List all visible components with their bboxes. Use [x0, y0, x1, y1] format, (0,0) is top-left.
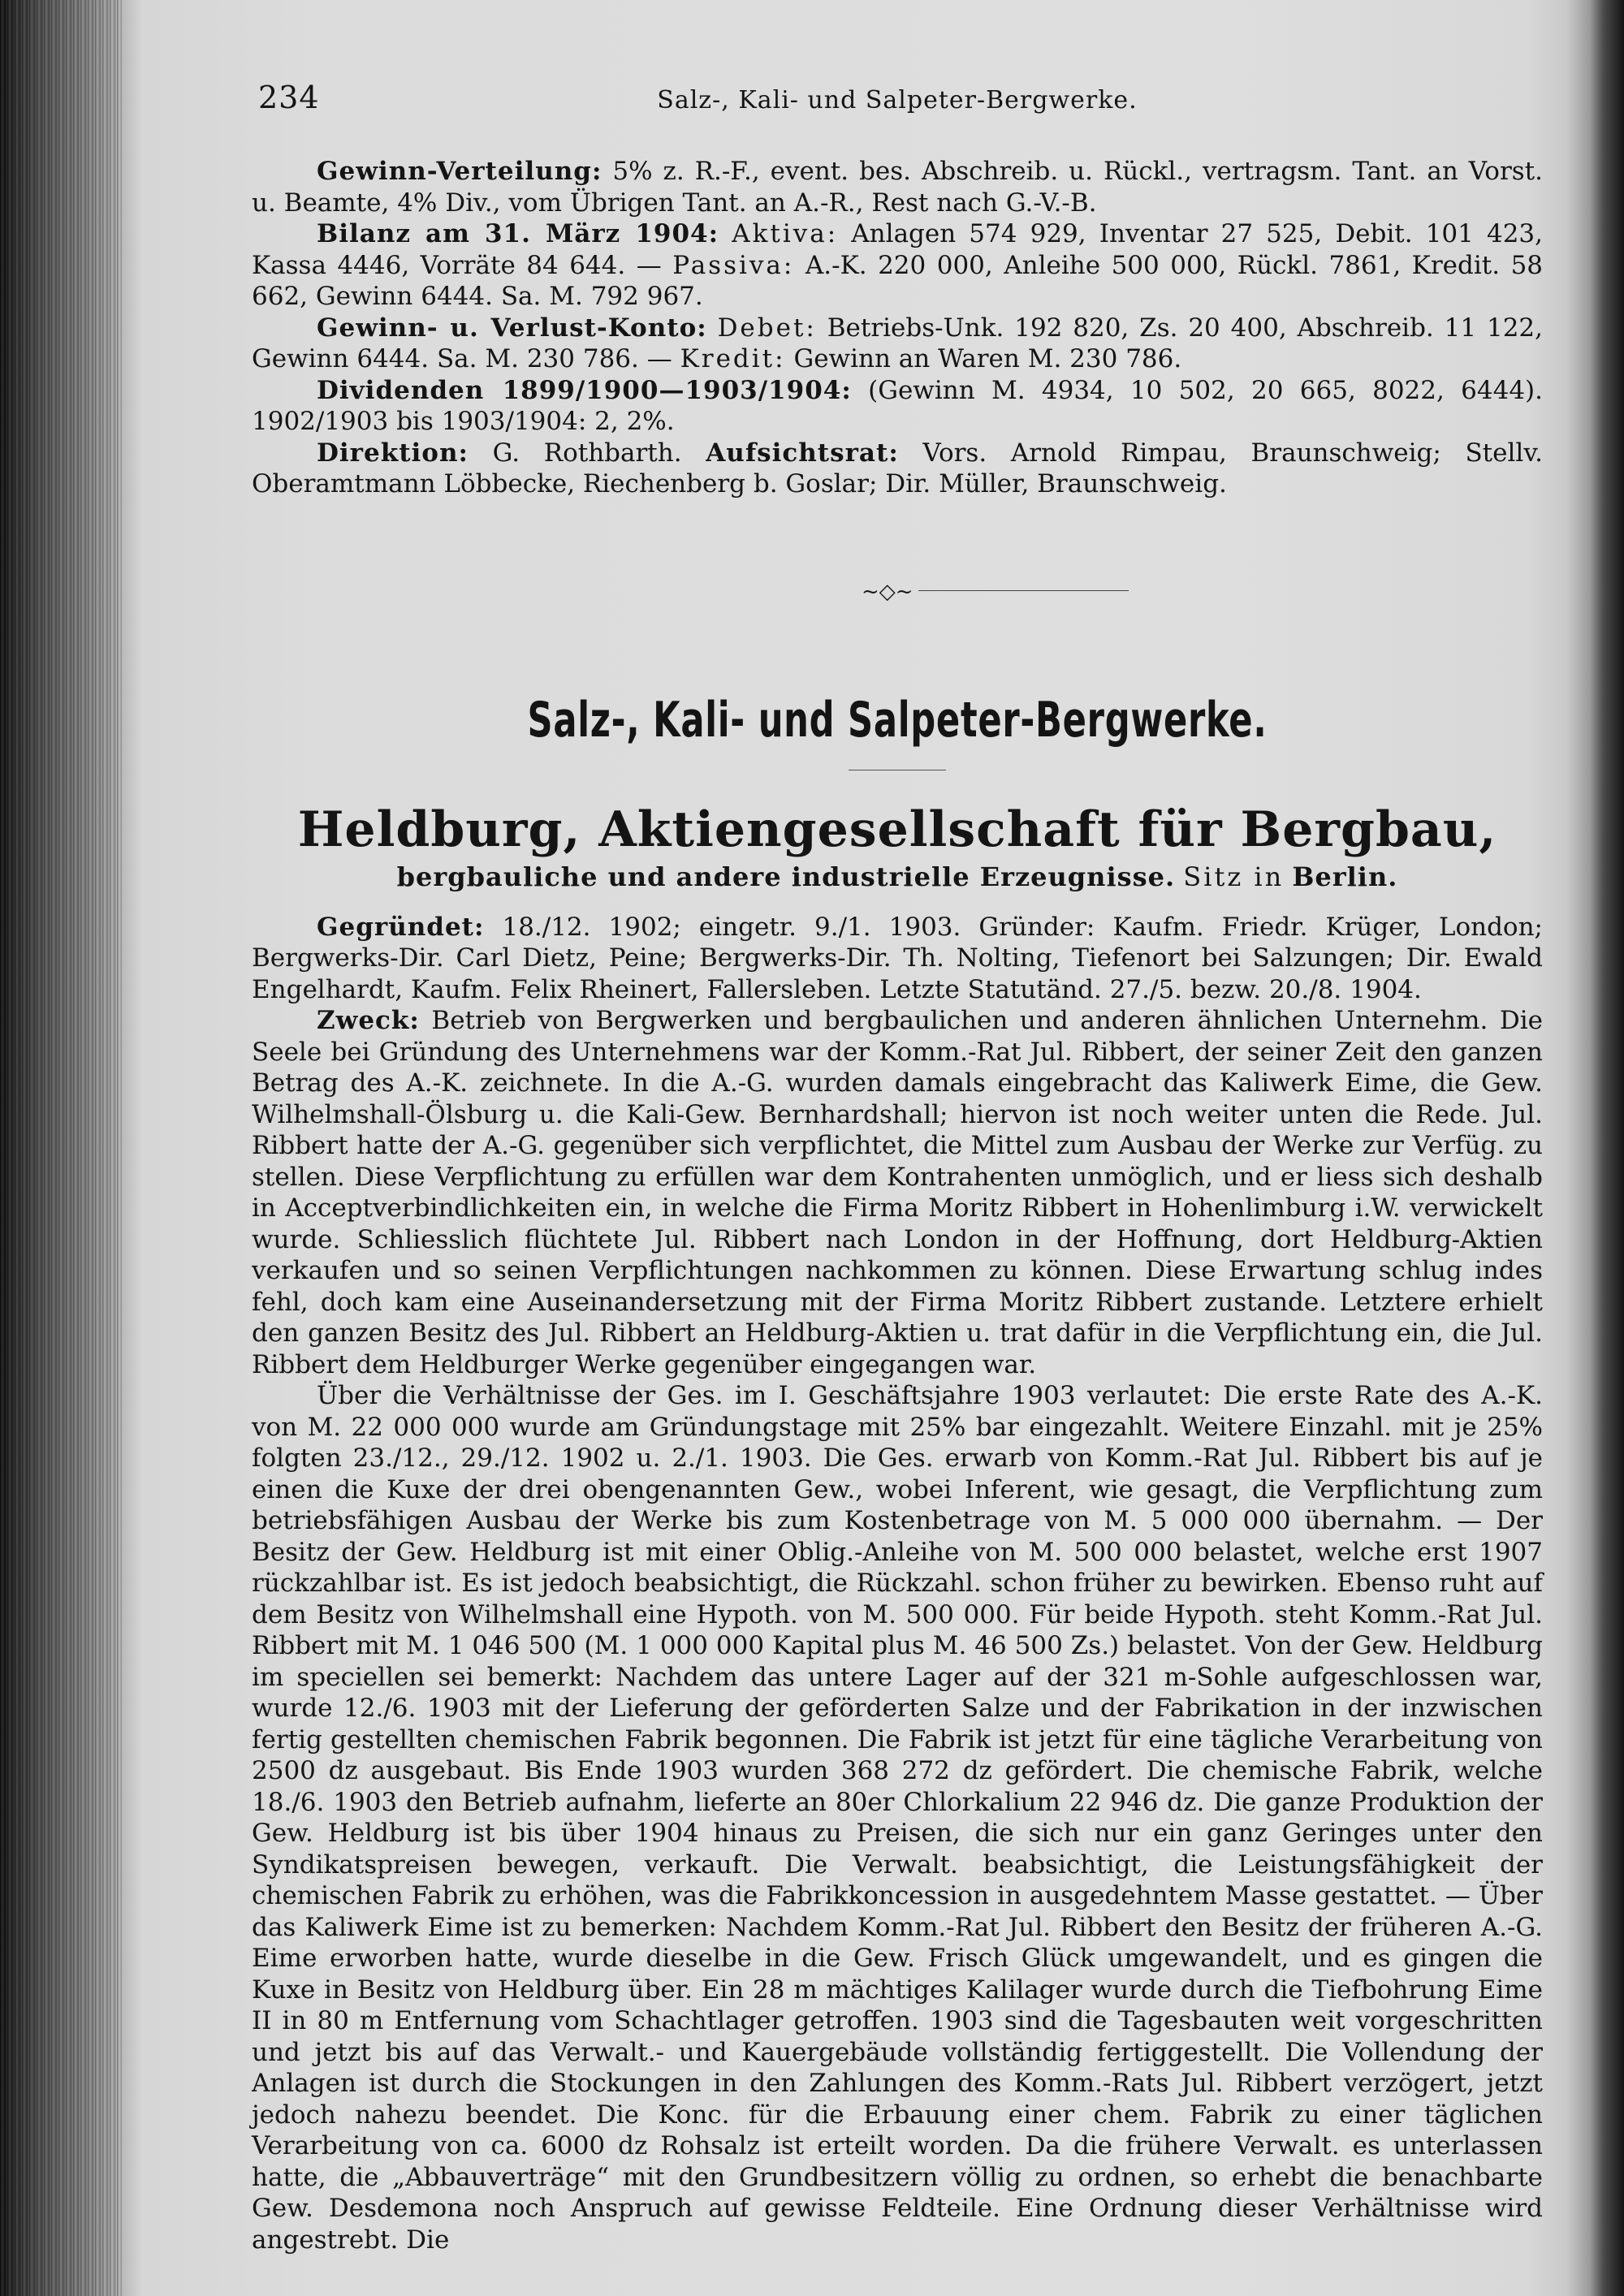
aufsichtsrat-label: Aufsichtsrat: [706, 438, 899, 468]
dividenden-text: (Gewinn M. 4934, 10 502, 20 665, 8022, 6444). 1902/1903 bis 1903/1904: 2, 2%. [252, 375, 1543, 436]
dividenden-paragraph [252, 375, 1543, 438]
aufsichtsrat-text: Vors. Arnold Rimpau, Braunschweig; Stellv. Oberamtmann Löbbecke, Riechenberg b. Goslar; Dir. Müller, Braunschweig. [252, 438, 1544, 498]
page-number: 234 [258, 80, 320, 115]
running-head-title: Salz-, Kali- und Salpeter-Bergwerke. [657, 86, 1138, 114]
bilanz-aktiva-label: Aktiva: [732, 219, 839, 248]
zweck-text: Betrieb von Bergwerken und bergbaulichen und anderen ähnlichen Unternehm. Die Seele bei Gründung des Unternehmens war der Komm.-Rat Jul. Ribbert, der seiner Zeit den ganzen Betrag des A.-K. zeichnete. In die A.-G. wurden damals eingebracht das Kaliwerk Eime, die Gew. Wilhelmshall-Ölsburg u. die Kali-Gew. Bernhardshall; hiervon ist noch weiter unten die Rede. Jul. Ribbert hatte der A.-G. gegenüber sich verpflichtet, die Mittel zum Ausbau der Werke zur Verfüg. zu stellen. Diese Verpflichtung zu erfüllen war dem Kontrahenten unmöglich, und er liess sich deshalb in Acceptverbindlichkeiten ein, in welche die Firma Moritz Ribbert in Hohenlimburg i.W. verwickelt wurde. Schliesslich flüchtete Jul. Ribbert nach London in der Hoffnung, dort Heldburg-Aktien verkaufen und so seinen Verpflichtungen nachkommen zu können. Diese Erwartung schlug indes fehl, doch kam eine Auseinandersetzung mit der Firma Moritz Ribbert zustande. Letztere erhielt den ganzen Besitz des Jul. Ribbert an Heldburg-Aktien u. trat dafür in die Verpflichtung ein, die Jul. Ribbert dem Heldburger Werke gegenüber eingegangen war. [252, 1006, 1543, 1379]
gegruendet-paragraph [252, 912, 1543, 1006]
bilanz-label: Bilanz am 31. März 1904: [317, 219, 719, 248]
company-city: Berlin. [1292, 861, 1398, 892]
gewinn-verteilung-paragraph [252, 156, 1543, 218]
guv-kredit-text: Gewinn an Waren M. 230 786. [793, 344, 1182, 373]
gegruendet-label: Gegründet: [317, 912, 485, 942]
guv-label: Gewinn- u. Verlust-Konto: [317, 313, 707, 343]
book-spine-edge [0, 0, 122, 2296]
gewinn-verteilung-text: 5% z. R.-F., event. bes. Abschreib. u. Rückl., vertragsm. Tant. an Vorst. u. Beamte, 4% Div., vom Übrigen Tant. an A.-R., Rest nach G.-V.-B. [252, 157, 1543, 218]
running-head [252, 80, 1543, 128]
section-title: Salz-, Kali- und Salpeter-Bergwerke. [527, 691, 1268, 749]
section-divider [252, 578, 1543, 602]
document-page [252, 80, 1543, 2255]
ornament-icon: ~◇~ [857, 580, 918, 604]
company-entry [252, 912, 1543, 2256]
direktion-paragraph [252, 438, 1543, 500]
company-name: Heldburg, Aktiengesellschaft für Bergbau, [297, 801, 1497, 858]
previous-entry [252, 156, 1543, 500]
guv-debet-text: Betriebs-Unk. 192 820, Zs. 20 400, Abschreib. 11 122, Gewinn 6444. Sa. M. 230 786. — [252, 313, 1543, 373]
company-subtitle [252, 861, 1543, 892]
guv-paragraph [252, 313, 1543, 375]
geschaeftsjahr-paragraph: Über die Verhältnisse der Ges. im I. Geschäftsjahre 1903 verlautet: Die erste Rate des A.-K. von M. 22 000 000 wurde am Gründungstage mit 25% bar eingezahlt. Weitere Einzahl. mit je 25% folgten 23./12., 29./12. 1902 u. 2./1. 1903. Die Ges. erwarb von Komm.-Rat Jul. Ribbert bis auf je einen die Kuxe der drei obengenannten Gew., wobei Inferent, wie gesagt, die Verpflichtung zum betriebsfähigen Ausbau der Werke bis zum Kostenbetrage von M. 5 000 000 übernahm. — Der Besitz der Gew. Heldburg ist mit einer Oblig.-Anleihe von M. 500 000 belastet, welche erst 1907 rückzahlbar ist. Es ist jedoch beabsichtigt, die Rückzahl. schon früher zu bewirken. Ebenso ruht auf dem Besitz von Wilhelmshall eine Hypoth. von M. 500 000. Für beide Hypoth. steht Komm.-Rat Jul. Ribbert mit M. 1 046 500 (M. 1 000 000 Kapital plus M. 46 500 Zs.) belastet. Von der Gew. Heldburg im speciellen sei bemerkt: Nachdem das untere Lager auf der 321 m-Sohle aufgeschlossen war, wurde 12./6. 1903 mit der Lieferung der geförderten Salze und der Fabrikation in der inzwischen fertig gestellten chemischen Fabrik begonnen. Die Fabrik ist jetzt für eine tägliche Verarbeitung von 2500 dz ausgebaut. Bis Ende 1903 wurden 368 272 dz gefördert. Die chemische Fabrik, welche 18./6. 1903 den Betrieb aufnahm, lieferte an 80er Chlorkalium 22 946 dz. Die ganze Produktion der Gew. Heldburg ist bis über 1904 hinaus zu Preisen, die sich nur ein ganz Geringes unter den Syndikatspreisen bewegen, verkauft. Die Verwalt. beabsichtigt, die Leistungsfähigkeit der chemischen Fabrik zu erhöhen, was die Fabrikkoncession in ausgedehntem Masse gestattet. — Über das Kaliwerk Eime ist zu bemerken: Nachdem Komm.-Rat Jul. Ribbert den Besitz der früheren A.-G. Eime erworben hatte, wurde dieselbe in die Gew. Frisch Glück umgewandelt, und es gingen die Kuxe in Besitz von Heldburg über. Ein 28 m mächtiges Kalilager wurde durch die Tiefbohrung Eime II in 80 m Entfernung vom Schachtlager getroffen. 1903 sind die Tagesbauten weit vorgeschritten und jetzt bis auf das Verwalt.- und Kauergebäude vollständig fertiggestellt. Die Vollendung der Anlagen ist durch die Stockungen in den Zahlungen des Komm.-Rats Jul. Ribbert verzögert, jetzt jedoch nahezu beendet. Die Konc. für die Erbauung einer chem. Fabrik zu einer täglichen Verarbeitung von ca. 6000 dz Rohsalz ist erteilt worden. Da die frühere Verwalt. es unterlassen hatte, die „Abbauverträge“ mit den Grundbesitzern völlig zu ordnen, so erhebt die benachbarte Gew. Desdemona noch Anspruch auf gewisse Feldteile. Eine Ordnung dieser Verhältnisse wird angestrebt. Die [252, 1381, 1543, 2255]
company-sitz: Sitz in [1183, 861, 1285, 892]
dividenden-label: Dividenden 1899/1900—1903/1904: [317, 375, 852, 405]
guv-debet-label: Debet: [717, 313, 817, 343]
bilanz-aktiva-text: Anlagen 574 929, Inventar 27 525, Debit. 101 423, Kassa 4446, Vorräte 84 644. — [252, 219, 1544, 280]
guv-kredit-label: Kredit: [680, 344, 786, 373]
zweck-paragraph [252, 1005, 1543, 1380]
zweck-label: Zweck: [317, 1006, 420, 1035]
direktion-label: Direktion: [317, 438, 469, 468]
gewinn-verteilung-label: Gewinn-Verteilung: [317, 157, 603, 186]
direktion-text: G. Rothbarth. [492, 438, 682, 468]
bilanz-passiva-text: A.-K. 220 000, Anleihe 500 000, Rückl. 7861, Kredit. 58 662, Gewinn 6444. Sa. M. 792 967. [252, 250, 1544, 311]
gegruendet-text: 18./12. 1902; eingetr. 9./1. 1903. Gründer: Kaufm. Friedr. Krüger, London; Bergwerks-Dir. Carl Dietz, Peine; Bergwerks-Dir. Th. Nolting, Tiefenort bei Salzungen; Dir. Ewald Engelhardt, Kaufm. Felix Rheinert, Fallersleben. Letzte Statutänd. 27./5. bezw. 20./8. 1904. [252, 912, 1543, 1004]
bilanz-passiva-label: Passiva: [672, 250, 795, 280]
company-subtitle-bold: bergbauliche und andere industrielle Erzeugnisse. [396, 861, 1176, 892]
bilanz-paragraph [252, 218, 1543, 313]
